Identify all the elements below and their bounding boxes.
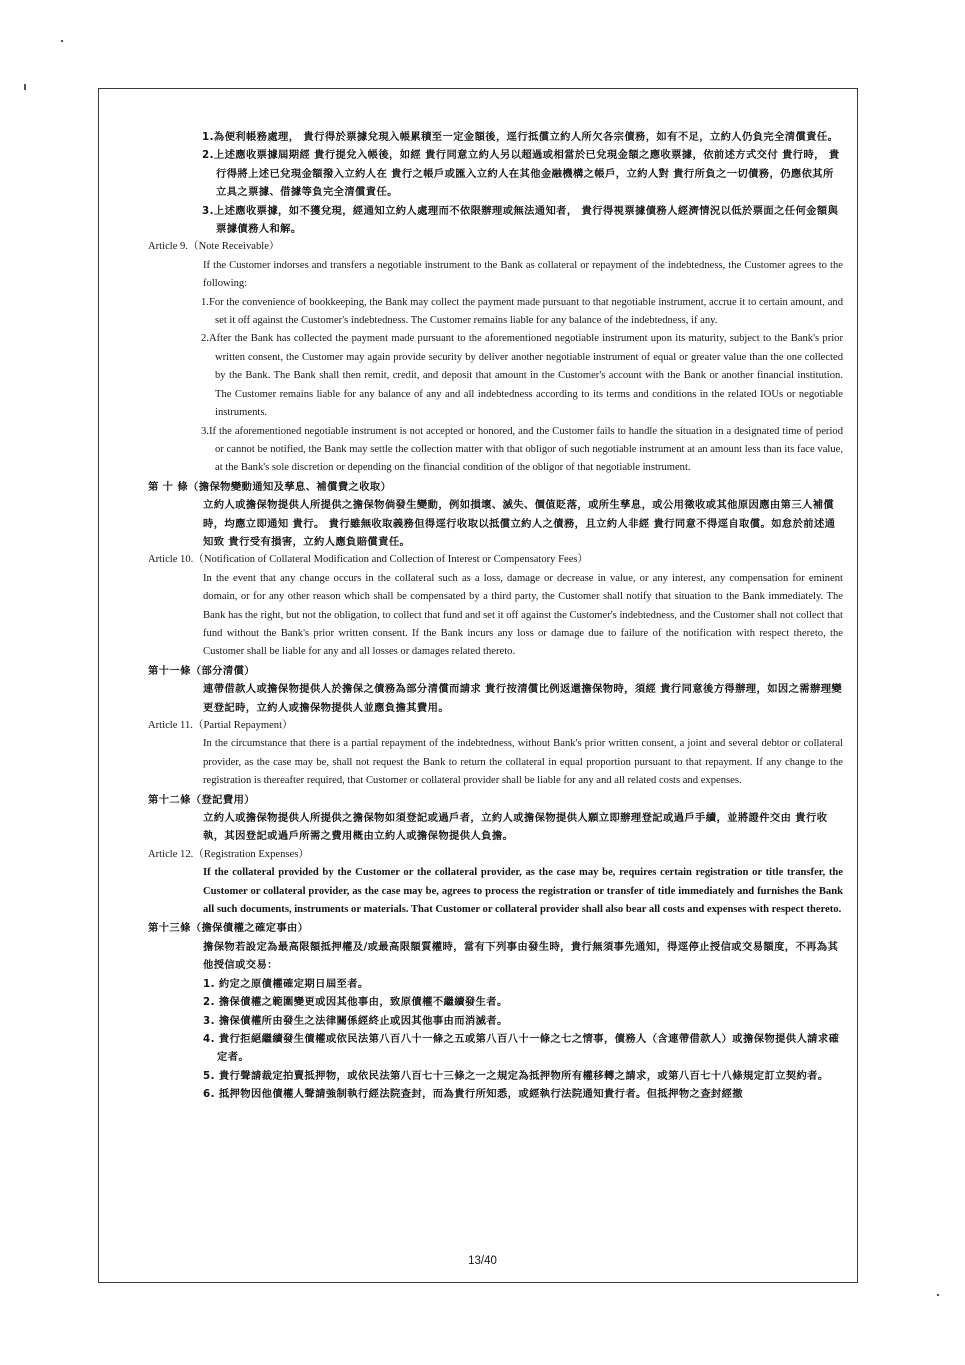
intro-item: 3.上述應收票據，如不獲兌現，經通知立約人處理而不依限辦理或無法通知者， 貴行得視票據債務人經濟情況以低於票面之任何金額與票據債務人和解。 xyxy=(202,204,839,236)
article-heading: 第十一條（部分清償） xyxy=(148,664,255,677)
article-11 xyxy=(148,717,843,791)
list-item: 1. 約定之原債權確定期日屆至者。 xyxy=(203,977,369,990)
article-body: 立約人或擔保物提供人所提供之擔保物如須登記或過戶者，立約人或擔保物提供人願立即辦理登記或過戶手續，並將證件交由 貴行收執，其因登記或過戶所需之費用概由立約人或擔保物提供人負擔。 xyxy=(203,812,828,843)
article-item: 2.After the Bank has collected the payment made pursuant to the aforementioned negotiable instrument upon its maturity, subject to the Bank's prior written consent, the Customer may again provide security by deliver another negotiable instrument of equal or greater value than the one collected by the Bank. The Bank shall then remit, credit, and deposit that amount in the Customer's account with the Bank or another financial institution. The Customer remains liable for any balance of any and all indebtedness according to its terms and conditions in the related IOUs or negotiable instruments. xyxy=(201,333,843,419)
article-body: In the circumstance that there is a partial repayment of the indebtedness, without Bank's prior written consent, a joint and several debtor or collateral provider, as the case may be, shall not request the Bank to return the collateral in equal proportion pursuant to that repayment. If any change to the registration is thereafter required, that Customer or collateral provider shall be liable for any and all related costs and expenses. xyxy=(203,738,843,787)
cn-article-10 xyxy=(148,478,843,552)
list-item: 6. 抵押物因他債權人聲請強制執行經法院查封，而為貴行所知悉，或經執行法院通知貴行者。但抵押物之查封經撤 xyxy=(203,1088,744,1101)
scan-speck xyxy=(61,40,63,42)
article-body: If the collateral provided by the Customer or the collateral provider, as the case may be, requires certain registration or title transfer, the Customer or collateral provider, as the case may be, agrees to process the registration or transfer of title immediately and furnishes the Bank all such documents, instruments or materials. That Customer or collateral provider shall also bear all costs and expenses with respect thereto. xyxy=(203,867,843,916)
article-heading: 第十二條（登記費用） xyxy=(148,793,255,806)
article-heading: Article 12.（Registration Expenses） xyxy=(148,848,309,860)
list-item: 4. 貴行拒絕繼續發生債權或依民法第八百八十一條之五或第八百八十一條之七之情事，債務人（含連帶借款人）或擔保物提供人請求確定者。 xyxy=(203,1032,840,1064)
list-item: 5. 貴行聲請裁定拍賣抵押物，或依民法第八百七十三條之一之規定為抵押物所有權移轉之請求，或第八百七十八條規定訂立契約者。 xyxy=(203,1069,829,1082)
scan-speck xyxy=(937,1294,939,1296)
article-item: 3.If the aforementioned negotiable instrument is not accepted or honored, and the Customer fails to handle the situation in a designated time of period or cannot be notified, the Bank may settle the collection matter with that obligor of such negotiable instrument at an amount less than its face value, at the Bank's sole discretion or depending on the financial condition of the obligor of that negotiable instrument. xyxy=(201,425,843,474)
contract-page-content xyxy=(148,128,843,1104)
article-12 xyxy=(148,846,843,920)
page-number: 13/40 xyxy=(468,1255,497,1267)
intro-item: 1.為便利帳務處理， 貴行得於票據兌現入帳累積至一定金額後，逕行抵償立約人所欠各宗債務，如有不足，立約人仍負完全清償責任。 xyxy=(202,131,839,143)
intro-list xyxy=(148,128,843,238)
article-body: 擔保物若設定為最高限額抵押權及/或最高限額質權時，當有下列事由發生時，貴行無須事先通知，得逕停止授信或交易額度，不再為其他授信或交易： xyxy=(203,940,839,972)
intro-item: 2.上述應收票據屆期經 貴行提兌入帳後，如經 貴行同意立約人另以超過或相當於已兌現金額之應收票據，依前述方式交付 貴行時， 貴行得將上述已兌現金額撥入立約人在 貴行之帳戶或匯入立約人在其他金融機構之帳戶，立約人對 貴行所負之一切債務，仍應依其所立具之票據、借據等負完全清償責任。 xyxy=(202,149,840,199)
article-heading: Article 9.（Note Receivable） xyxy=(148,241,280,253)
cn-article-12 xyxy=(148,791,843,846)
list-item: 3. 擔保債權所由發生之法律關係經終止或因其他事由而消滅者。 xyxy=(203,1014,508,1027)
article-body: 連帶借款人或擔保物提供人於擔保之債務為部分清償而請求 貴行按清償比例返還擔保物時，須經 貴行同意後方得辦理，如因之需辦理變更登記時，立約人或擔保物提供人並應負擔其費用。 xyxy=(203,683,843,714)
article-item: 1.For the convenience of bookkeeping, the Bank may collect the payment made pursuant to that negotiable instrument, accrue it to certain amount, and set it off against the Customer's indebtedness. The Customer remains liable for any balance of the indebtedness, if any. xyxy=(201,296,843,327)
article-heading: Article 11.（Partial Repayment） xyxy=(148,720,293,731)
article-heading: 第十三條（擔保債權之確定事由） xyxy=(148,922,309,935)
article-body: If the Customer indorses and transfers a negotiable instrument to the Bank as collateral or repayment of the indebtedness, the Customer agrees to the following: xyxy=(203,259,843,290)
article-body: In the event that any change occurs in the collateral such as a loss, damage or decrease in value, or any interest, any compensation for eminent domain, or for any other reason which shall be compensated by a third party, the Customer shall notify that situation to the Bank immediately. The Bank has the right, but not the obligation, to collect that fund and set it off against the Customer's indebtedness, and the Customer shall not collect that fund without the Bank's prior written consent. If the Bank incurs any loss or damage due to failure of the notification with respect thereto, the Customer shall be liable for any and all losses or damages related thereto. xyxy=(203,572,843,658)
list-item: 2. 擔保債權之範圍變更或因其他事由，致原債權不繼續發生者。 xyxy=(203,996,508,1009)
article-heading: Article 10.（Notification of Collateral Modification and Collection of Interest or Compensatory Fees） xyxy=(148,554,589,566)
cn-article-11 xyxy=(148,662,843,717)
article-heading: 第 十 條（擔保物變動通知及孳息、補償費之收取） xyxy=(148,480,392,493)
article-10 xyxy=(148,551,843,661)
article-body: 立約人或擔保物提供人所提供之擔保物倘發生變動，例如損壞、滅失、價值貶落，或所生孳息，或公用徵收或其他原因應由第三人補償時，均應立即通知 貴行。 貴行雖無收取義務但得逕行收取以抵償立約人之債務，且立約人非經 貴行同意不得逕自取償。如怠於前述通知致 貴行受有損害，立約人應負賠償責任。 xyxy=(203,499,836,548)
article-9 xyxy=(148,238,843,477)
article-list xyxy=(148,975,843,1104)
cn-article-13 xyxy=(148,919,843,1103)
scan-speck xyxy=(24,84,26,90)
